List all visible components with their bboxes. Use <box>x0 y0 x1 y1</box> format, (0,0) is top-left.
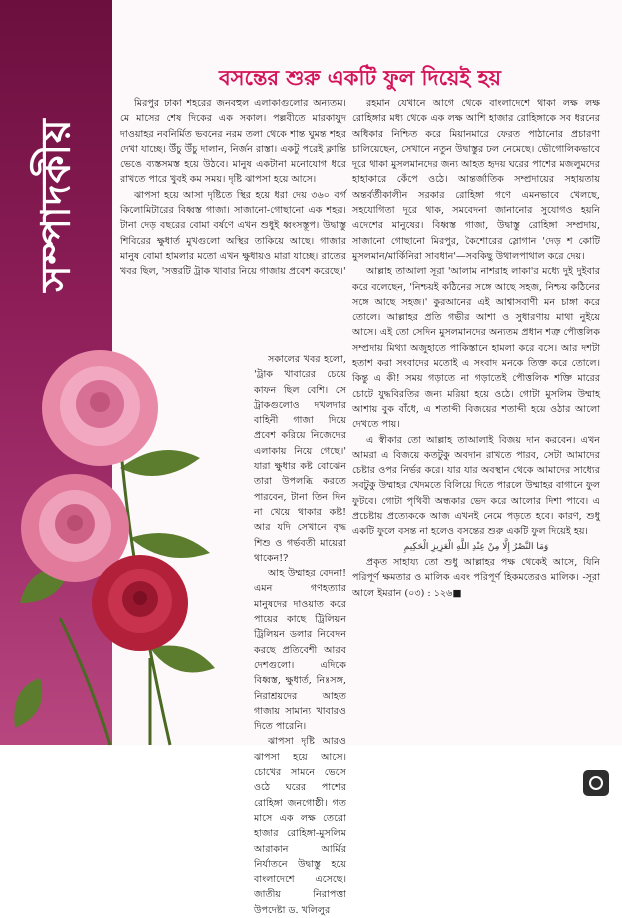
sidebar-title-text: সম্পাদকীয় <box>32 118 80 292</box>
paragraph: মিরপুর ঢাকা শহরের জনবহুল এলাকাগুলোর অন্যতম। মে মাসের শেষ দিকের এক সকাল। পল্লবীতে মারকাযুদ দাওয়াহর নবনির্মিত ভবনের নরম তলা থেকে শান্ত ঘুমন্ত শহর দেখা যাচ্ছে। উঁচু উঁচু দালান, নির্জন রাস্তা। একটু পরেই ক্লান্তি ভেঙে ব্যস্তসমস্ত হয়ে উঠবে। মানুষ একটানা মনোযোগ ধরে রাখতে পারে খুবই কম সময়। দৃষ্টি ঝাপসা হয়ে আসে। <box>120 98 346 186</box>
text-column-2 <box>352 96 600 741</box>
paragraph: ঝাপসা হয়ে আসা দৃষ্টিতে স্থির হয়ে ধরা দেয় ৩৬০ বর্গ কিলোমিটারের বিধ্বস্ত গাজা। সাজানো-গোছানো এক শহর। টানা দেড় বছরের বোমা বর্ষণে এখন শুধুই ধ্বংসস্তূপ। উদ্বাস্তু শিবিরের ক্ষুধার্ত মুখগুলো অস্থির তাকিয়ে আছে। গাজার মানুষ বোমা হামলার মতো এখন ক্ষুধায়ও মারা যাচ্ছে। রাতের খবর ছিল, 'সত্তরটি ট্রাক খাবার নিয়ে গাজায় প্রবেশ করেছে।' <box>120 189 346 278</box>
paragraph: এ স্বীকার তো আল্লাহ তাআলাই বিজয় দান করবেন। এখন আমরা এ বিজয়ে কতটুকু অবদান রাখতে পারব, সেটা আমাদের চেষ্টার ওপর নির্ভর করে। যার যার অবস্থান থেকে আমাদের সাধ্যের সবটুকু উম্মাহর খেদমতে বিলিয়ে দিতে পারলে উম্মাহর বাগানে ফুল ফুটবে। গোটা পৃথিবী অন্ধকার ভেদ করে আলোর দিশা পাবে। এ প্রচেষ্টায় প্রত্যেককে আজ এখনই নেমে পড়তে হবে। কারণ, শুধু একটি ফুলে বসন্ত না হলেও বসন্তের শুরু একটি ফুল দিয়েই হয়। <box>352 434 600 538</box>
page-headline: বসন্তের শুরু একটি ফুল দিয়েই হয় <box>218 65 502 90</box>
logo-ring <box>589 776 603 790</box>
paragraph: ঝাপসা দৃষ্টি আরও ঝাপসা হয়ে আসে। চোখের সামনে ভেসে ওঠে ঘরের পাশের রোহিঙ্গা জনগোষ্ঠী। গত মাসে এক লক্ষ তেরো হাজার রোহিঙ্গা-মুসলিম আরাকান আর্মির নির্যাতনে উদ্বাস্তু হয়ে বাংলাদেশে এসেছে। জাতীয় নিরাপত্তা উপদেষ্টা ড. খলিলুর <box>254 736 346 916</box>
publisher-logo-icon <box>583 770 609 796</box>
paragraph: আহ উম্মাহর বেদনা! এমন গণহত্যার মানুষদের দাওয়াত করে পায়ের কাছে ট্রিলিয়ন ট্রিলিয়ন ডলার নিবেদন করছে প্রতিবেশী আরব দেশগুলো। এদিকে বিধ্বস্ত, ক্ষুধার্ত, নিঃসঙ্গ, নিরাশ্রয়দের আহত গাজায় সামান্য খাবারও দিতে পারেনি। <box>254 568 346 733</box>
rose-illustration <box>0 318 250 745</box>
text-column-1 <box>120 96 346 351</box>
sidebar-title <box>18 90 98 320</box>
paragraph: সকালের খবর হলো, 'ট্রাক খাবারের চেয়ে কাফন ছিল বেশি। সে ট্রাকগুলোও দখলদার বাহিনী গাজা দিয়ে প্রবেশ করিয়ে নিজেদের এলাকায় নিয়ে গেছে।' যারা ক্ষুধার কষ্ট বোঝেন তারা উপলব্ধি করতে পারবেন, টানা তিন দিন না খেয়ে থাকার কষ্ট! আর যদি সেখানে বৃদ্ধ শিশু ও গর্ভবতী মায়েরা থাকেন!? <box>254 354 346 564</box>
paragraph: রহমান যেখানে আগে থেকে বাংলাদেশে থাকা লক্ষ লক্ষ রোহিঙ্গার মধ্য থেকে এক লক্ষ আশি হাজার রোহিঙ্গাকে সব ধরনের অধিকার নিশ্চিত করে মিয়ানমারে ফেরত পাঠানোর প্রচারণা চালিয়েছেন, সেখানে নতুন উদ্বাস্তুর ঢল নেমেছে। ভৌগোলিকভাবে দূরে থাকা মুসলমানদের জন্য আহত হৃদয় ঘরের পাশের মজলুমদের হাহাকারে কেঁপে ওঠে। আন্তর্জাতিক সম্প্রদায়ের সহায়তায় অন্তর্বর্তীকালীন সরকার রোহিঙ্গা গণে এমনভাবে খেলছে, সহযোগিতা দূরে থাক, সমবেদনা জানানোর সুযোগও হয়নি এদেশের মানুষের। বিধ্বস্ত গাজা, উদ্বাস্তু রোহিঙ্গা সম্প্রদায়, সাজানো গোছানো মিরপুর, কৈশোরের স্লোগান 'দেড় শ কোটি মুসলমান/মার্কিনিরা সাবধান'—সবকিছু উথালপাথাল করে দেয়। <box>352 98 600 262</box>
red-rose-icon <box>92 555 188 651</box>
arabic-verse: وَمَا النَّصْرُ إِلَّا مِنْ عِنْدِ اللَّهِ الْعَزِيزِ الْحَكِيمِ <box>403 541 549 552</box>
paragraph: আল্লাহ তাআলা সূরা 'আলাম নাশরাহ লাকা'র মধ্যে দুই দুইবার করে বলেছেন, 'নিশ্চয়ই কঠিনের সঙ্গে আছে সহজ, নিশ্চয় কঠিনের সঙ্গে আছে সহজ।' কুরআনের এই আশ্বাসবাণী মন চাঙ্গা করে তোলে। আল্লাহর প্রতি গভীর আশা ও সুধারণায় মাথা নুইয়ে আসে। এই তো সেদিন মুসলমানদের অন্যতম প্রধান শত্রু পৌত্তলিক সম্প্রদায় মিথ্যা অজুহাতে পাকিস্তানে হামলা করে বসে। আর দশটা হতাশ করা সংবাদের মতোই এ সংবাদ মনকে তিক্ত করে তোলে। কিন্তু এ কী! সময় গড়াতে না গড়াতেই পৌত্তলিক শক্তি মারের চোটে যুদ্ধবিরতির জন্য মরিয়া হয়ে ওঠে। গোটা মুসলিম উম্মাহ আশায় বুক বাঁধে, এ শতাব্দী বিজয়ের শতাব্দী হয়ে ওঠার আলো দেখতে পায়। <box>352 266 600 431</box>
pink-rose-icon <box>42 350 158 466</box>
closing-quote: প্রকৃত সাহায্য তো শুধু আল্লাহর পক্ষ থেকেই আসে, যিনি পরিপূর্ণ ক্ষমতার ও মালিক এবং পরিপূর্ণ হিকমতেরও মালিক। -সূরা আলে ইমরান (০৩) : ১২৬■ <box>352 556 600 599</box>
text-column-1-lower <box>254 352 346 916</box>
